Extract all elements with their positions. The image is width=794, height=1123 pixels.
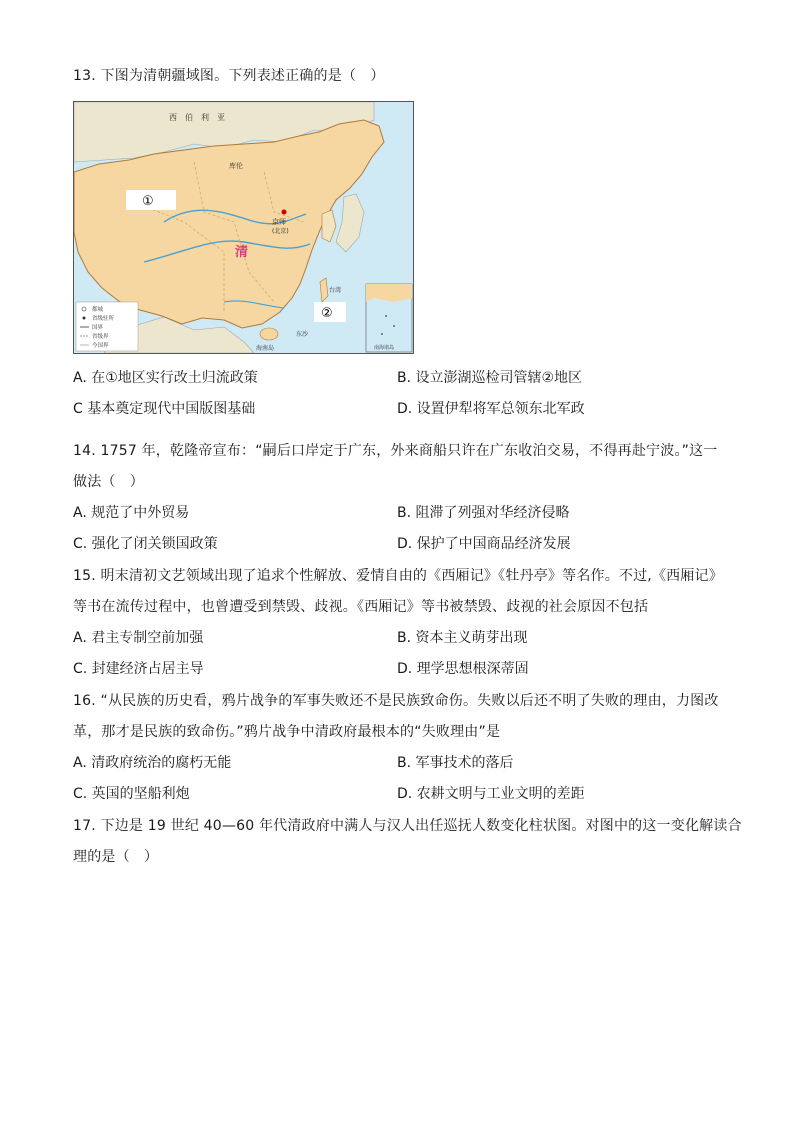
legend-item: 省级界: [92, 334, 109, 340]
legend-item: 省级驻所: [92, 316, 115, 322]
q16-option-a: A. 清政府统治的腐朽无能: [73, 755, 232, 771]
capital-icon: [282, 210, 287, 215]
q13-option-b: B. 设立澎湖巡检司管辖②地区: [397, 370, 583, 386]
q16-line-2: 革，那才是民族的致命伤。”鸦片战争中清政府最根本的“失败理由”是: [73, 724, 501, 740]
q14-option-d: D. 保护了中国商品经济发展: [397, 536, 571, 552]
q16-option-c: C. 英国的坚船利炮: [73, 786, 190, 802]
q13-option-c: C 基本奠定现代中国版图基础: [73, 401, 256, 417]
q15-option-b: B. 资本主义萌芽出现: [397, 630, 528, 646]
q17-line-1: 17. 下边是 19 世纪 40—60 年代清政府中满人与汉人出任巡抚人数变化柱状图。对图中的这一变化解读合: [73, 818, 742, 834]
q14-option-a: A. 规范了中外贸易: [73, 505, 190, 521]
taiwan-label: 台湾: [329, 287, 342, 294]
q13-stem: 13. 下图为清朝疆域图。下列表述正确的是（ ）: [73, 68, 385, 84]
q17-line-2: 理的是（ ）: [73, 849, 159, 865]
map-legend: [76, 302, 138, 351]
map-svg: [74, 102, 413, 353]
inset-island: [381, 333, 383, 335]
marker-2: ②: [321, 306, 333, 321]
siberia-label: 西 伯 利 亚: [169, 113, 225, 122]
q14-line-1: 14. 1757 年，乾隆帝宣布：“嗣后口岸定于广东，外来商船只许在广东收泊交易，不得再赴宁波。”这一: [73, 443, 718, 459]
inset-island: [393, 325, 395, 327]
q15-option-d: D. 理学思想根深蒂固: [397, 661, 529, 677]
dongsha-label: 东沙: [296, 331, 309, 338]
q14-option-b: B. 阻滞了列强对华经济侵略: [397, 505, 570, 521]
south-sea-inset: [366, 284, 412, 352]
q14-line-2: 做法（ ）: [73, 474, 144, 490]
qing-territory-map: [73, 101, 414, 354]
country-label: 清: [235, 245, 249, 260]
q16-option-b: B. 军事技术的落后: [397, 755, 514, 771]
marker-1: ①: [142, 194, 154, 209]
q16-option-d: D. 农耕文明与工业文明的差距: [397, 786, 585, 802]
capital-sub-label: (北京): [272, 228, 289, 235]
legend-item: 国界: [92, 325, 104, 331]
q15-line-1: 15. 明末清初文艺领域出现了追求个性解放、爱情自由的《西厢记》《牡丹亭》等名作。不过,《西厢记》: [73, 568, 723, 584]
capital-label: 京师: [272, 218, 286, 226]
kulun-label: 库伦: [229, 162, 243, 170]
legend-item: 都城: [92, 307, 104, 313]
q15-option-a: A. 君主专制空前加强: [73, 630, 204, 646]
q14-option-c: C. 强化了闭关锁国政策: [73, 536, 218, 552]
q15-line-2: 等书在流传过程中，也曾遭受到禁毁、歧视。《西厢记》等书被禁毁、歧视的社会原因不包括: [73, 599, 649, 615]
q16-line-1: 16. “从民族的历史看，鸦片战争的军事失败还不是民族致命伤。失败以后还不明了失败的理由，力图改: [73, 693, 719, 709]
legend-seat-icon: [83, 317, 86, 320]
q13-option-d: D. 设置伊犁将军总领东北军政: [397, 401, 585, 417]
hainan-island: [260, 328, 278, 340]
q13-option-a: A. 在①地区实行改土归流政策: [73, 370, 258, 386]
hainan-label: 海南岛: [256, 345, 275, 352]
inset-island: [385, 315, 387, 317]
legend-item: 今国界: [92, 343, 109, 349]
q15-option-c: C. 封建经济占居主导: [73, 661, 204, 677]
inset-label: 南海诸岛: [374, 345, 395, 351]
